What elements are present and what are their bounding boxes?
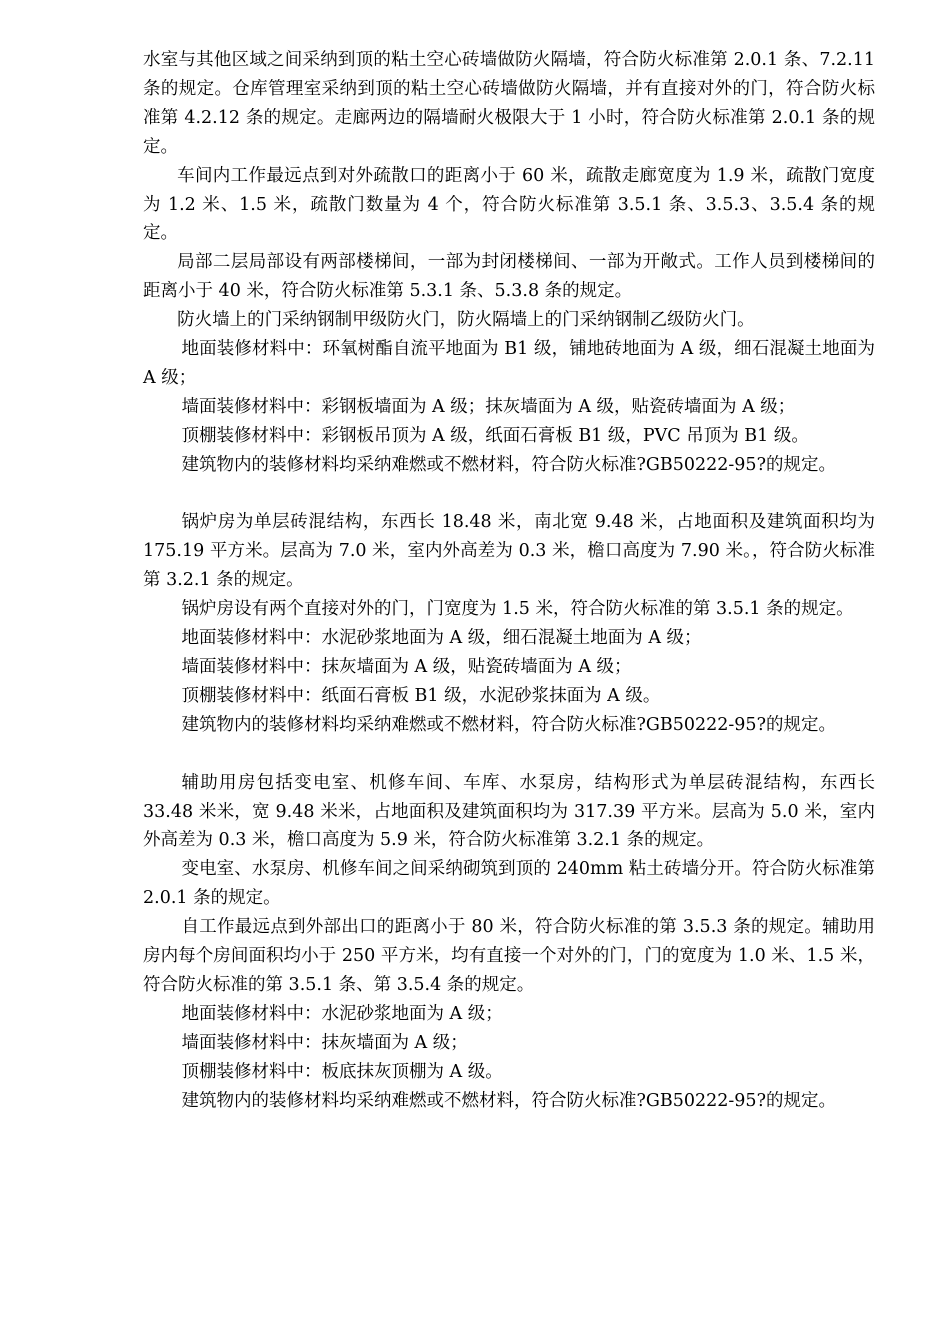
body-paragraph: 辅助用房包括变电室、机修车间、车库、水泵房，结构形式为单层砖混结构，东西长 33.48 米米，宽 9.48 米米，占地面积及建筑面积均为 317.39 平方米。层高为 5.0 米，室内外高差为 0.3 米，檐口高度为 5.9 米，符合防火标准第 3.2.1 条的规定。 bbox=[143, 772, 875, 851]
body-paragraph: 地面装修材料中：环氧树酯自流平地面为 B1 级，铺地砖地面为 A 级，细石混凝土地面为 A 级； bbox=[143, 339, 875, 388]
document-section bbox=[143, 508, 875, 739]
body-paragraph: 顶棚装修材料中：板底抹灰顶棚为 A 级。 bbox=[181, 1061, 503, 1082]
body-paragraph: 建筑物内的装修材料均采纳难燃或不燃材料，符合防火标准?GB50222-95?的规定。 bbox=[181, 454, 836, 475]
body-paragraph: 顶棚装修材料中：彩钢板吊顶为 A 级，纸面石膏板 B1 级，PVC 吊顶为 B1 级。 bbox=[181, 425, 809, 446]
body-paragraph: 水室与其他区域之间采纳到顶的粘土空心砖墙做防火隔墙，符合防火标准第 2.0.1 条、7.2.11 条的规定。仓库管理室采纳到顶的粘土空心砖墙做防火隔墙，并有直接对外的门，符合防火标准第 4.2.12 条的规定。走廊两边的隔墙耐火极限大于 1 小时，符合防火标准第 2.0.1 条的规定。 bbox=[143, 50, 875, 157]
body-paragraph: 墙面装修材料中：抹灰墙面为 A 级，贴瓷砖墙面为 A 级； bbox=[181, 657, 632, 678]
body-paragraph: 建筑物内的装修材料均采纳难燃或不燃材料，符合防火标准?GB50222-95?的规定。 bbox=[181, 1090, 836, 1111]
document-page bbox=[143, 46, 875, 1116]
body-paragraph: 自工作最远点到外部出口的距离小于 80 米，符合防火标准的第 3.5.3 条的规定。辅助用房内每个房间面积均小于 250 平方米，均有直接一个对外的门，门的宽度为 1.0 米、1.5 米，符合防火标准的第 3.5.1 条、第 3.5.4 条的规定。 bbox=[143, 917, 875, 995]
body-paragraph: 建筑物内的装修材料均采纳难燃或不燃材料，符合防火标准?GB50222-95?的规定。 bbox=[181, 714, 836, 735]
document-section bbox=[143, 769, 875, 1116]
body-paragraph: 地面装修材料中：水泥砂浆地面为 A 级； bbox=[181, 1003, 503, 1024]
body-paragraph: 局部二层局部设有两部楼梯间，一部为封闭楼梯间、一部为开敞式。工作人员到楼梯间的距离小于 40 米，符合防火标准第 5.3.1 条、5.3.8 条的规定。 bbox=[143, 252, 875, 302]
body-paragraph: 防火墙上的门采纳钢制甲级防火门，防火隔墙上的门采纳钢制乙级防火门。 bbox=[177, 310, 755, 331]
body-paragraph: 锅炉房为单层砖混结构，东西长 18.48 米，南北宽 9.48 米，占地面积及建筑面积均为 175.19 平方米。层高为 7.0 米，室内外高差为 0.3 米，檐口高度为 7.90 米。，符合防火标准第 3.2.1 条的规定。 bbox=[143, 512, 875, 591]
body-paragraph: 地面装修材料中：水泥砂浆地面为 A 级，细石混凝土地面为 A 级； bbox=[181, 628, 702, 649]
body-paragraph: 车间内工作最远点到对外疏散口的距离小于 60 米，疏散走廊宽度为 1.9 米，疏散门宽度为 1.2 米、1.5 米，疏散门数量为 4 个，符合防火标准第 3.5.1 条、3.5.3、3.5.4 条的规定。 bbox=[143, 165, 875, 244]
body-paragraph: 墙面装修材料中：抹灰墙面为 A 级； bbox=[181, 1032, 468, 1053]
body-paragraph: 墙面装修材料中：彩钢板墙面为 A 级；抹灰墙面为 A 级，贴瓷砖墙面为 A 级； bbox=[181, 396, 796, 417]
body-paragraph: 顶棚装修材料中：纸面石膏板 B1 级，水泥砂浆抹面为 A 级。 bbox=[181, 685, 661, 706]
body-paragraph: 变电室、水泵房、机修车间之间采纳砌筑到顶的 240mm 粘土砖墙分开。符合防火标准第 2.0.1 条的规定。 bbox=[143, 859, 875, 909]
body-paragraph: 锅炉房设有两个直接对外的门，门宽度为 1.5 米，符合防火标准的第 3.5.1 条的规定。 bbox=[181, 599, 854, 620]
document-section bbox=[143, 46, 875, 480]
